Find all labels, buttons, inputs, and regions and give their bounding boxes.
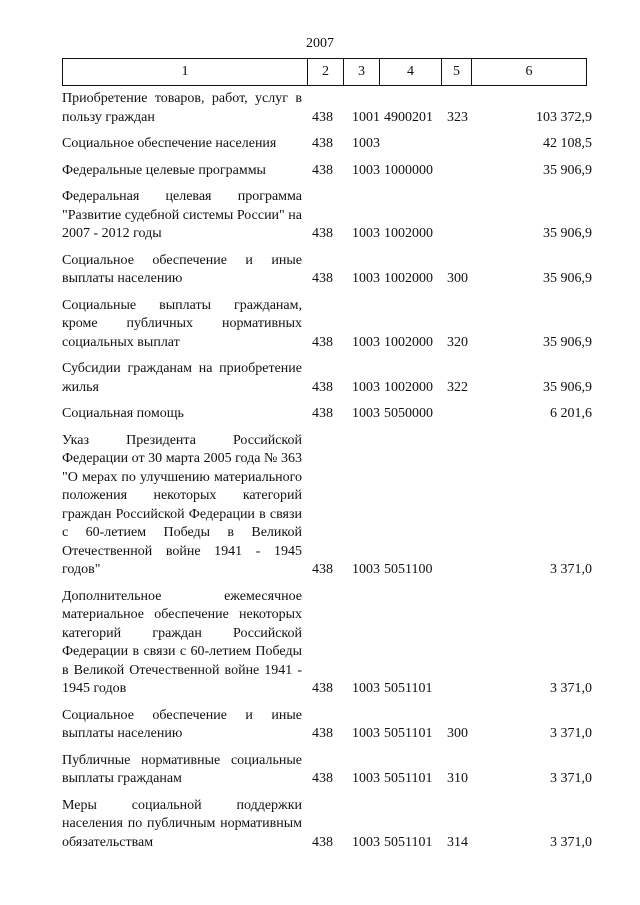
table-row xyxy=(62,188,592,244)
table-row xyxy=(62,752,592,789)
row-name: Социальное обеспечение и иные выплаты населению xyxy=(62,252,302,286)
row-code-section: 1003 xyxy=(352,406,380,421)
row-code-target: 1002000 xyxy=(384,226,433,241)
row-code-ministry: 438 xyxy=(312,771,333,786)
row-name: Социальная помощь xyxy=(62,406,184,421)
page-number: 2007 xyxy=(306,36,334,51)
header-col-5: 5 xyxy=(441,59,471,85)
row-code-ministry: 438 xyxy=(312,271,333,286)
table-row xyxy=(62,797,592,853)
row-code-section: 1003 xyxy=(352,726,380,741)
row-code-target: 5051101 xyxy=(384,771,433,786)
row-code-target: 5050000 xyxy=(384,406,433,421)
row-code-section: 1001 xyxy=(352,109,380,125)
row-code-ministry: 438 xyxy=(312,109,333,125)
row-code-ministry: 438 xyxy=(312,726,333,741)
header-col-3: 3 xyxy=(343,59,379,85)
row-code-expense: 323 xyxy=(447,109,468,125)
row-name: Федеральные целевые программы xyxy=(62,162,266,178)
row-amount: 35 906,9 xyxy=(543,271,592,286)
row-code-ministry: 438 xyxy=(312,226,333,241)
row-code-target: 4900201 xyxy=(384,109,433,125)
row-code-section: 1003 xyxy=(352,226,380,241)
row-amount: 35 906,9 xyxy=(543,162,592,178)
row-code-target: 1002000 xyxy=(384,334,433,350)
row-name: Приобретение товаров, работ, услуг в пользу граждан xyxy=(62,91,302,125)
row-name: Социальное обеспечение и иные выплаты населению xyxy=(62,707,302,741)
table-row xyxy=(62,252,592,289)
row-amount: 42 108,5 xyxy=(543,136,592,151)
table-row xyxy=(62,432,592,580)
row-code-expense: 300 xyxy=(447,271,468,286)
table-row xyxy=(62,588,592,699)
table-row xyxy=(62,405,592,424)
table-row xyxy=(62,135,592,154)
row-amount: 3 371,0 xyxy=(550,726,592,741)
table-row xyxy=(62,707,592,744)
row-code-expense: 322 xyxy=(447,379,468,395)
row-amount: 103 372,9 xyxy=(536,109,592,125)
row-code-ministry: 438 xyxy=(312,681,333,696)
row-code-section: 1003 xyxy=(352,162,380,178)
row-name: Дополнительное ежемесячное материальное обеспечение некоторых категорий граждан Российской Федерации в связи с 60-летием Победы в Великой Отечественной войне 1941 - 1945 годов xyxy=(62,588,302,696)
row-code-ministry: 438 xyxy=(312,562,333,577)
row-name: Федеральная целевая программа "Развитие судебной системы России" на 2007 - 2012 годы xyxy=(62,189,302,241)
row-code-ministry: 438 xyxy=(312,834,333,850)
row-name: Социальное обеспечение населения xyxy=(62,136,277,151)
row-code-expense: 320 xyxy=(447,334,468,350)
row-amount: 35 906,9 xyxy=(543,379,592,395)
row-amount: 3 371,0 xyxy=(550,834,592,850)
header-col-6: 6 xyxy=(471,59,586,85)
row-code-section: 1003 xyxy=(352,681,380,696)
row-code-section: 1003 xyxy=(352,834,380,850)
row-name: Социальные выплаты гражданам, кроме публичных нормативных социальных выплат xyxy=(62,297,302,350)
row-code-section: 1003 xyxy=(352,271,380,286)
row-code-ministry: 438 xyxy=(312,334,333,350)
table-body xyxy=(62,90,592,860)
row-name: Указ Президента Российской Федерации от 30 марта 2005 года № 363 "О мерах по улучшению материального положения некоторых категорий граждан Российской Федерации в связи с 60-летием Победы в Великой Отечественной войне 1941 - 1945 годов" xyxy=(62,432,302,577)
row-amount: 6 201,6 xyxy=(550,406,592,421)
header-col-1: 1 xyxy=(181,64,189,79)
row-code-ministry: 438 xyxy=(312,162,333,178)
table-row xyxy=(62,162,592,181)
table-row xyxy=(62,360,592,397)
row-code-target: 5051100 xyxy=(384,562,433,577)
table-row xyxy=(62,90,592,127)
row-amount: 3 371,0 xyxy=(550,771,592,786)
row-amount: 35 906,9 xyxy=(543,334,592,350)
row-code-section: 1003 xyxy=(352,379,380,395)
row-code-section: 1003 xyxy=(352,334,380,350)
row-code-ministry: 438 xyxy=(312,379,333,395)
row-code-target: 1002000 xyxy=(384,271,433,286)
row-code-section: 1003 xyxy=(352,136,380,151)
row-code-expense: 314 xyxy=(447,834,468,850)
row-code-expense: 300 xyxy=(447,726,468,741)
row-code-target: 5051101 xyxy=(384,681,433,696)
row-code-target: 5051101 xyxy=(384,834,433,850)
row-name: Субсидии гражданам на приобретение жилья xyxy=(62,361,302,395)
row-name: Публичные нормативные социальные выплаты гражданам xyxy=(62,752,302,786)
table-row xyxy=(62,297,592,353)
row-code-ministry: 438 xyxy=(312,136,333,151)
row-code-section: 1003 xyxy=(352,771,380,786)
row-code-expense: 310 xyxy=(447,771,468,786)
header-col-2: 2 xyxy=(307,59,343,85)
row-amount: 3 371,0 xyxy=(550,681,592,696)
row-amount: 3 371,0 xyxy=(550,562,592,577)
row-code-target: 1000000 xyxy=(384,162,433,178)
header-col-4: 4 xyxy=(379,59,441,85)
table-header xyxy=(62,58,587,86)
row-code-target: 1002000 xyxy=(384,379,433,395)
row-name: Меры социальной поддержки населения по публичным нормативным обязательствам xyxy=(62,797,302,850)
row-code-target: 5051101 xyxy=(384,726,433,741)
row-amount: 35 906,9 xyxy=(543,226,592,241)
row-code-ministry: 438 xyxy=(312,406,333,421)
row-code-section: 1003 xyxy=(352,562,380,577)
